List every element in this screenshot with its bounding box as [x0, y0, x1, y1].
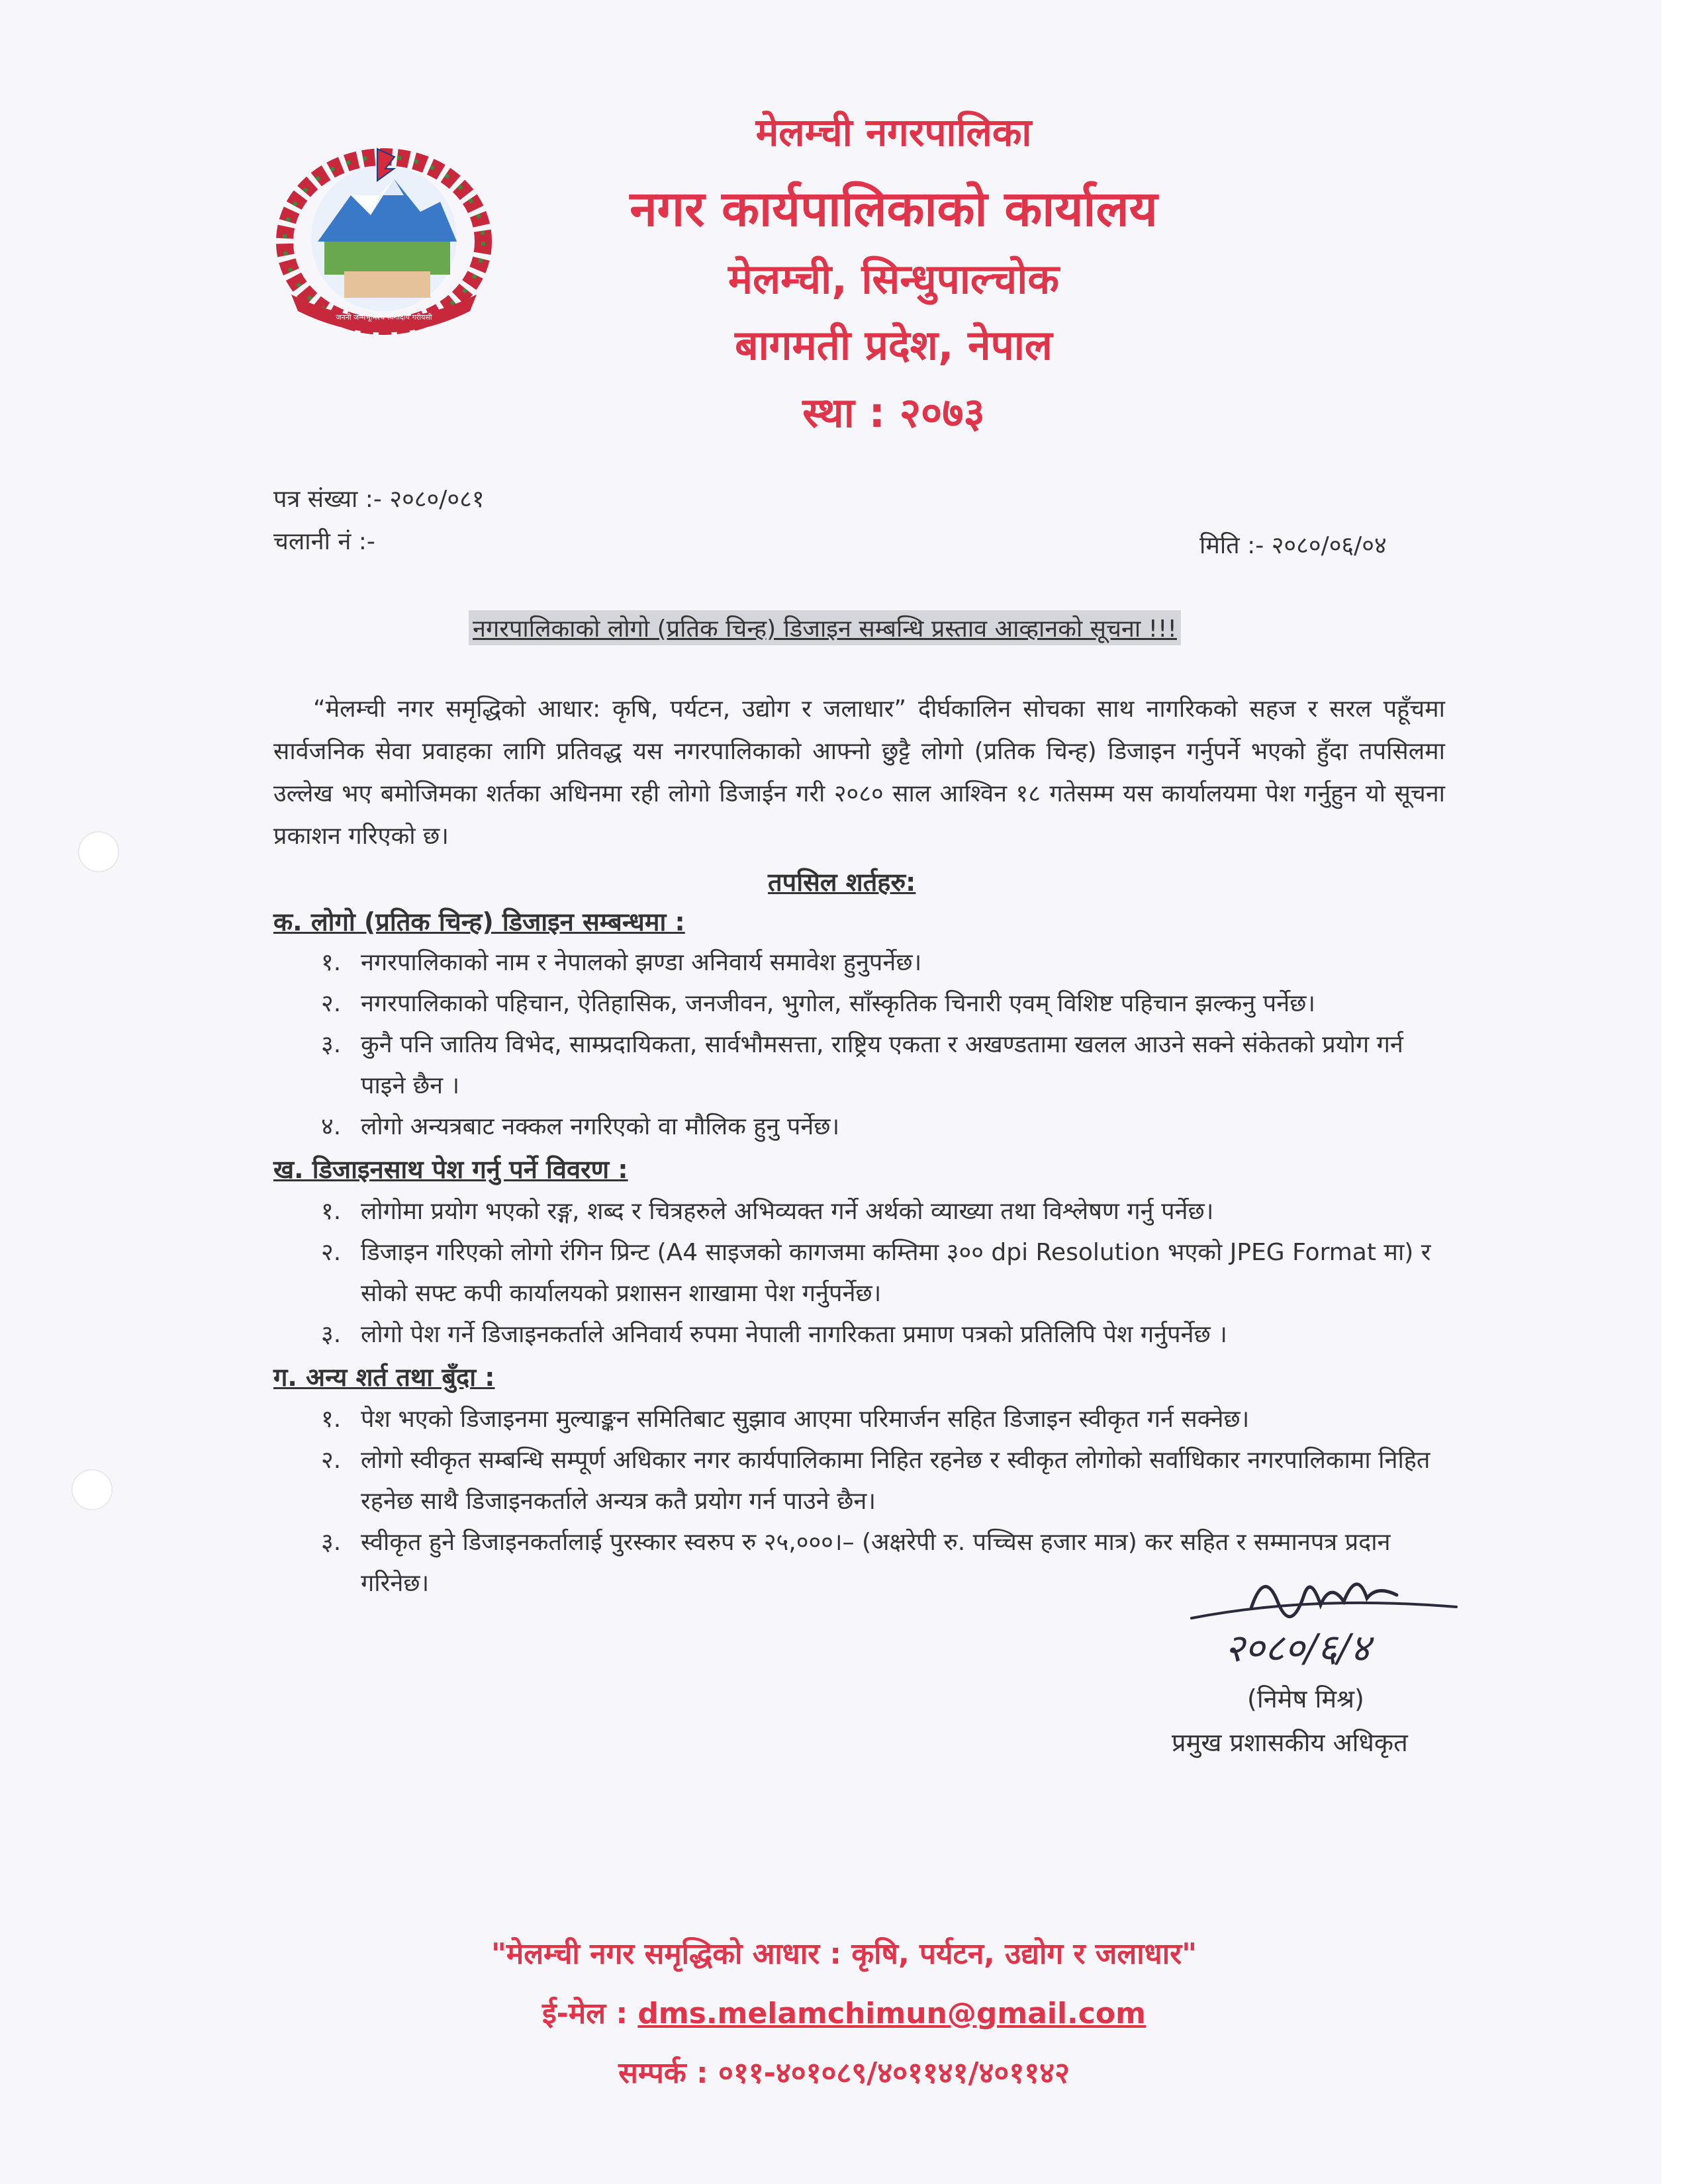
notice-subject: नगरपालिकाको लोगो (प्रतिक चिन्ह) डिजाइन सम्बन्धि प्रस्ताव आव्हानको सूचना !!! — [469, 610, 1181, 645]
list-item — [321, 1024, 1446, 1107]
signer-designation: प्रमुख प्रशासकीय अधिकृत — [1172, 1728, 1408, 1757]
item-number: २. — [321, 1239, 342, 1266]
list-item — [321, 1314, 1446, 1355]
punch-hole — [71, 1469, 113, 1510]
item-number: १. — [321, 1198, 342, 1225]
list-item — [321, 1191, 1446, 1232]
section-a-title: क. लोगो (प्रतिक चिन्ह) डिजाइन सम्बन्धमा : — [273, 907, 685, 936]
list-item — [321, 1232, 1446, 1314]
letter-number: पत्र संख्या :- २०८०/०८१ — [273, 486, 485, 513]
list-item — [321, 942, 1446, 983]
item-number: ३. — [321, 1321, 342, 1348]
dispatch-number: चलानी नं :- — [273, 528, 375, 555]
item-text: लोगो अन्यत्रबाट नक्कल नगरिएको वा मौलिक हुनु पर्नेछ। — [361, 1113, 840, 1140]
list-item — [321, 983, 1446, 1024]
item-text: लोगो स्वीकृत सम्बन्धि सम्पूर्ण अधिकार नगर कार्यपालिकामा निहित रहनेछ र स्वीकृत लोगोको सर्वाधिकार नगरपालिकामा निहित रहनेछ साथै डिजाइनकर्ताले अन्यत्र कतै प्रयोग गर्न पाउने छैन। — [361, 1447, 1430, 1515]
section-b-title: ख. डिजाइनसाथ पेश गर्नु पर्ने विवरण : — [273, 1155, 628, 1184]
list-item — [321, 1440, 1446, 1522]
list-item — [321, 1107, 1446, 1148]
item-text: पेश भएको डिजाइनमा मुल्याङ्कन समितिबाट सुझाव आएमा परिमार्जन सहित डिजाइन स्वीकृत गर्न सक्नेछ। — [361, 1406, 1250, 1433]
item-text: नगरपालिकाको नाम र नेपालको झण्डा अनिवार्य समावेश हुनुपर्नेछ। — [361, 949, 922, 976]
item-number: १. — [321, 949, 342, 976]
office-address: मेलम्ची, सिन्धुपाल्चोक — [728, 255, 1059, 303]
item-number: २. — [321, 1447, 342, 1474]
province-country: बागमती प्रदेश, नेपाल — [735, 321, 1053, 369]
item-text: स्वीकृत हुने डिजाइनकर्तालाई पुरस्कार स्वरुप रु २५,०००।– (अक्षरेपी रु. पच्चिस हजार मात्र) कर सहित र सम्मानपत्र प्रदान गरिनेछ। — [361, 1529, 1391, 1597]
item-text: कुनै पनि जातिय विभेद, साम्प्रदायिकता, सार्वभौमसत्ता, राष्ट्रिय एकता र अखण्डतामा खलल आउने सक्ने संकेतको प्रयोग गर्न पाइने छैन । — [361, 1031, 1403, 1099]
footer-email-line — [265, 1992, 1423, 2032]
item-text: लोगोमा प्रयोग भएको रङ्ग, शब्द र चित्रहरुले अभिव्यक्त गर्ने अर्थको व्याख्या तथा विश्लेषण गर्नु पर्नेछ। — [361, 1198, 1214, 1225]
signature-date: २०८०/६/४ — [1225, 1625, 1371, 1670]
list-item — [321, 1399, 1446, 1440]
handwritten-signature — [1178, 1555, 1483, 1681]
scan-edge — [1662, 0, 1688, 2184]
office-name: नगर कार्यपालिकाको कार्यालय — [630, 181, 1158, 238]
letter-date: मिति :- २०८०/०६/०४ — [1199, 532, 1387, 559]
conditions-heading: तपसिल शर्तहरु: — [768, 868, 916, 897]
email-label: ई-मेल : — [542, 1997, 628, 2030]
item-number: १. — [321, 1406, 342, 1433]
signer-name: (निमेष मिश्र) — [1247, 1684, 1364, 1713]
nepal-government-emblem-icon — [271, 142, 496, 341]
email-link[interactable]: dms.melamchimun@gmail.com — [637, 1997, 1146, 2030]
footer-contact: सम्पर्क : ०११-४०१०८९/४०११४१/४०११४२ — [618, 2056, 1070, 2090]
item-number: ४. — [321, 1113, 342, 1140]
footer-slogan: "मेलम्ची नगर समृद्धिको आधार : कृषि, पर्यटन, उद्योग र जलाधार" — [491, 1937, 1197, 1971]
item-number: ३. — [321, 1031, 342, 1058]
notice-paragraph: “मेलम्ची नगर समृद्धिको आधार: कृषि, पर्यटन, उद्योग र जलाधार” दीर्घकालिन सोचका साथ नागरिकको सहज र सरल पहूँचमा सार्वजनिक सेवा प्रवाहका लागि प्रतिवद्ध यस नगरपालिकाको आफ्नो छुट्टै लोगो (प्रतिक चिन्ह) डिजाइन गर्नुपर्ने भएको हुँदा तपसिलमा उल्लेख भए बमोजिमका शर्तका अधिनमा रही लोगो डिजाईन गरी २०८० साल आश्विन १८ गतेसम्म यस कार्यालयमा पेश गर्नुहुन यो सूचना प्रकाशन गरिएको छ। — [273, 696, 1445, 850]
emblem-ribbon-text: जननी जन्मभूमिश्च स्वर्गादपि गरीयसी — [336, 313, 432, 322]
item-number: २. — [321, 990, 342, 1017]
section-c-title: ग. अन्य शर्त तथा बुँदा : — [273, 1363, 495, 1392]
item-number: ३. — [321, 1529, 342, 1556]
municipality-name: मेलम्ची नगरपालिका — [755, 110, 1032, 155]
item-text: डिजाइन गरिएको लोगो रंगिन प्रिन्ट (A4 साइजको कागजमा कम्तिमा ३०० dpi Resolution भएको JPEG Format मा) र सोको सफ्ट कपी कार्यालयको प्रशासन शाखामा पेश गर्नुपर्नेछ। — [361, 1239, 1431, 1307]
punch-hole — [78, 831, 119, 872]
established-year: स्था : २०७३ — [802, 388, 985, 437]
item-text: नगरपालिकाको पहिचान, ऐतिहासिक, जनजीवन, भुगोल, साँस्कृतिक चिनारी एवम् विशिष्ट पहिचान झल्कनु पर्नेछ। — [361, 990, 1316, 1017]
item-text: लोगो पेश गर्ने डिजाइनकर्ताले अनिवार्य रुपमा नेपाली नागरिकता प्रमाण पत्रको प्रतिलिपि पेश गर्नुपर्नेछ । — [361, 1321, 1227, 1348]
